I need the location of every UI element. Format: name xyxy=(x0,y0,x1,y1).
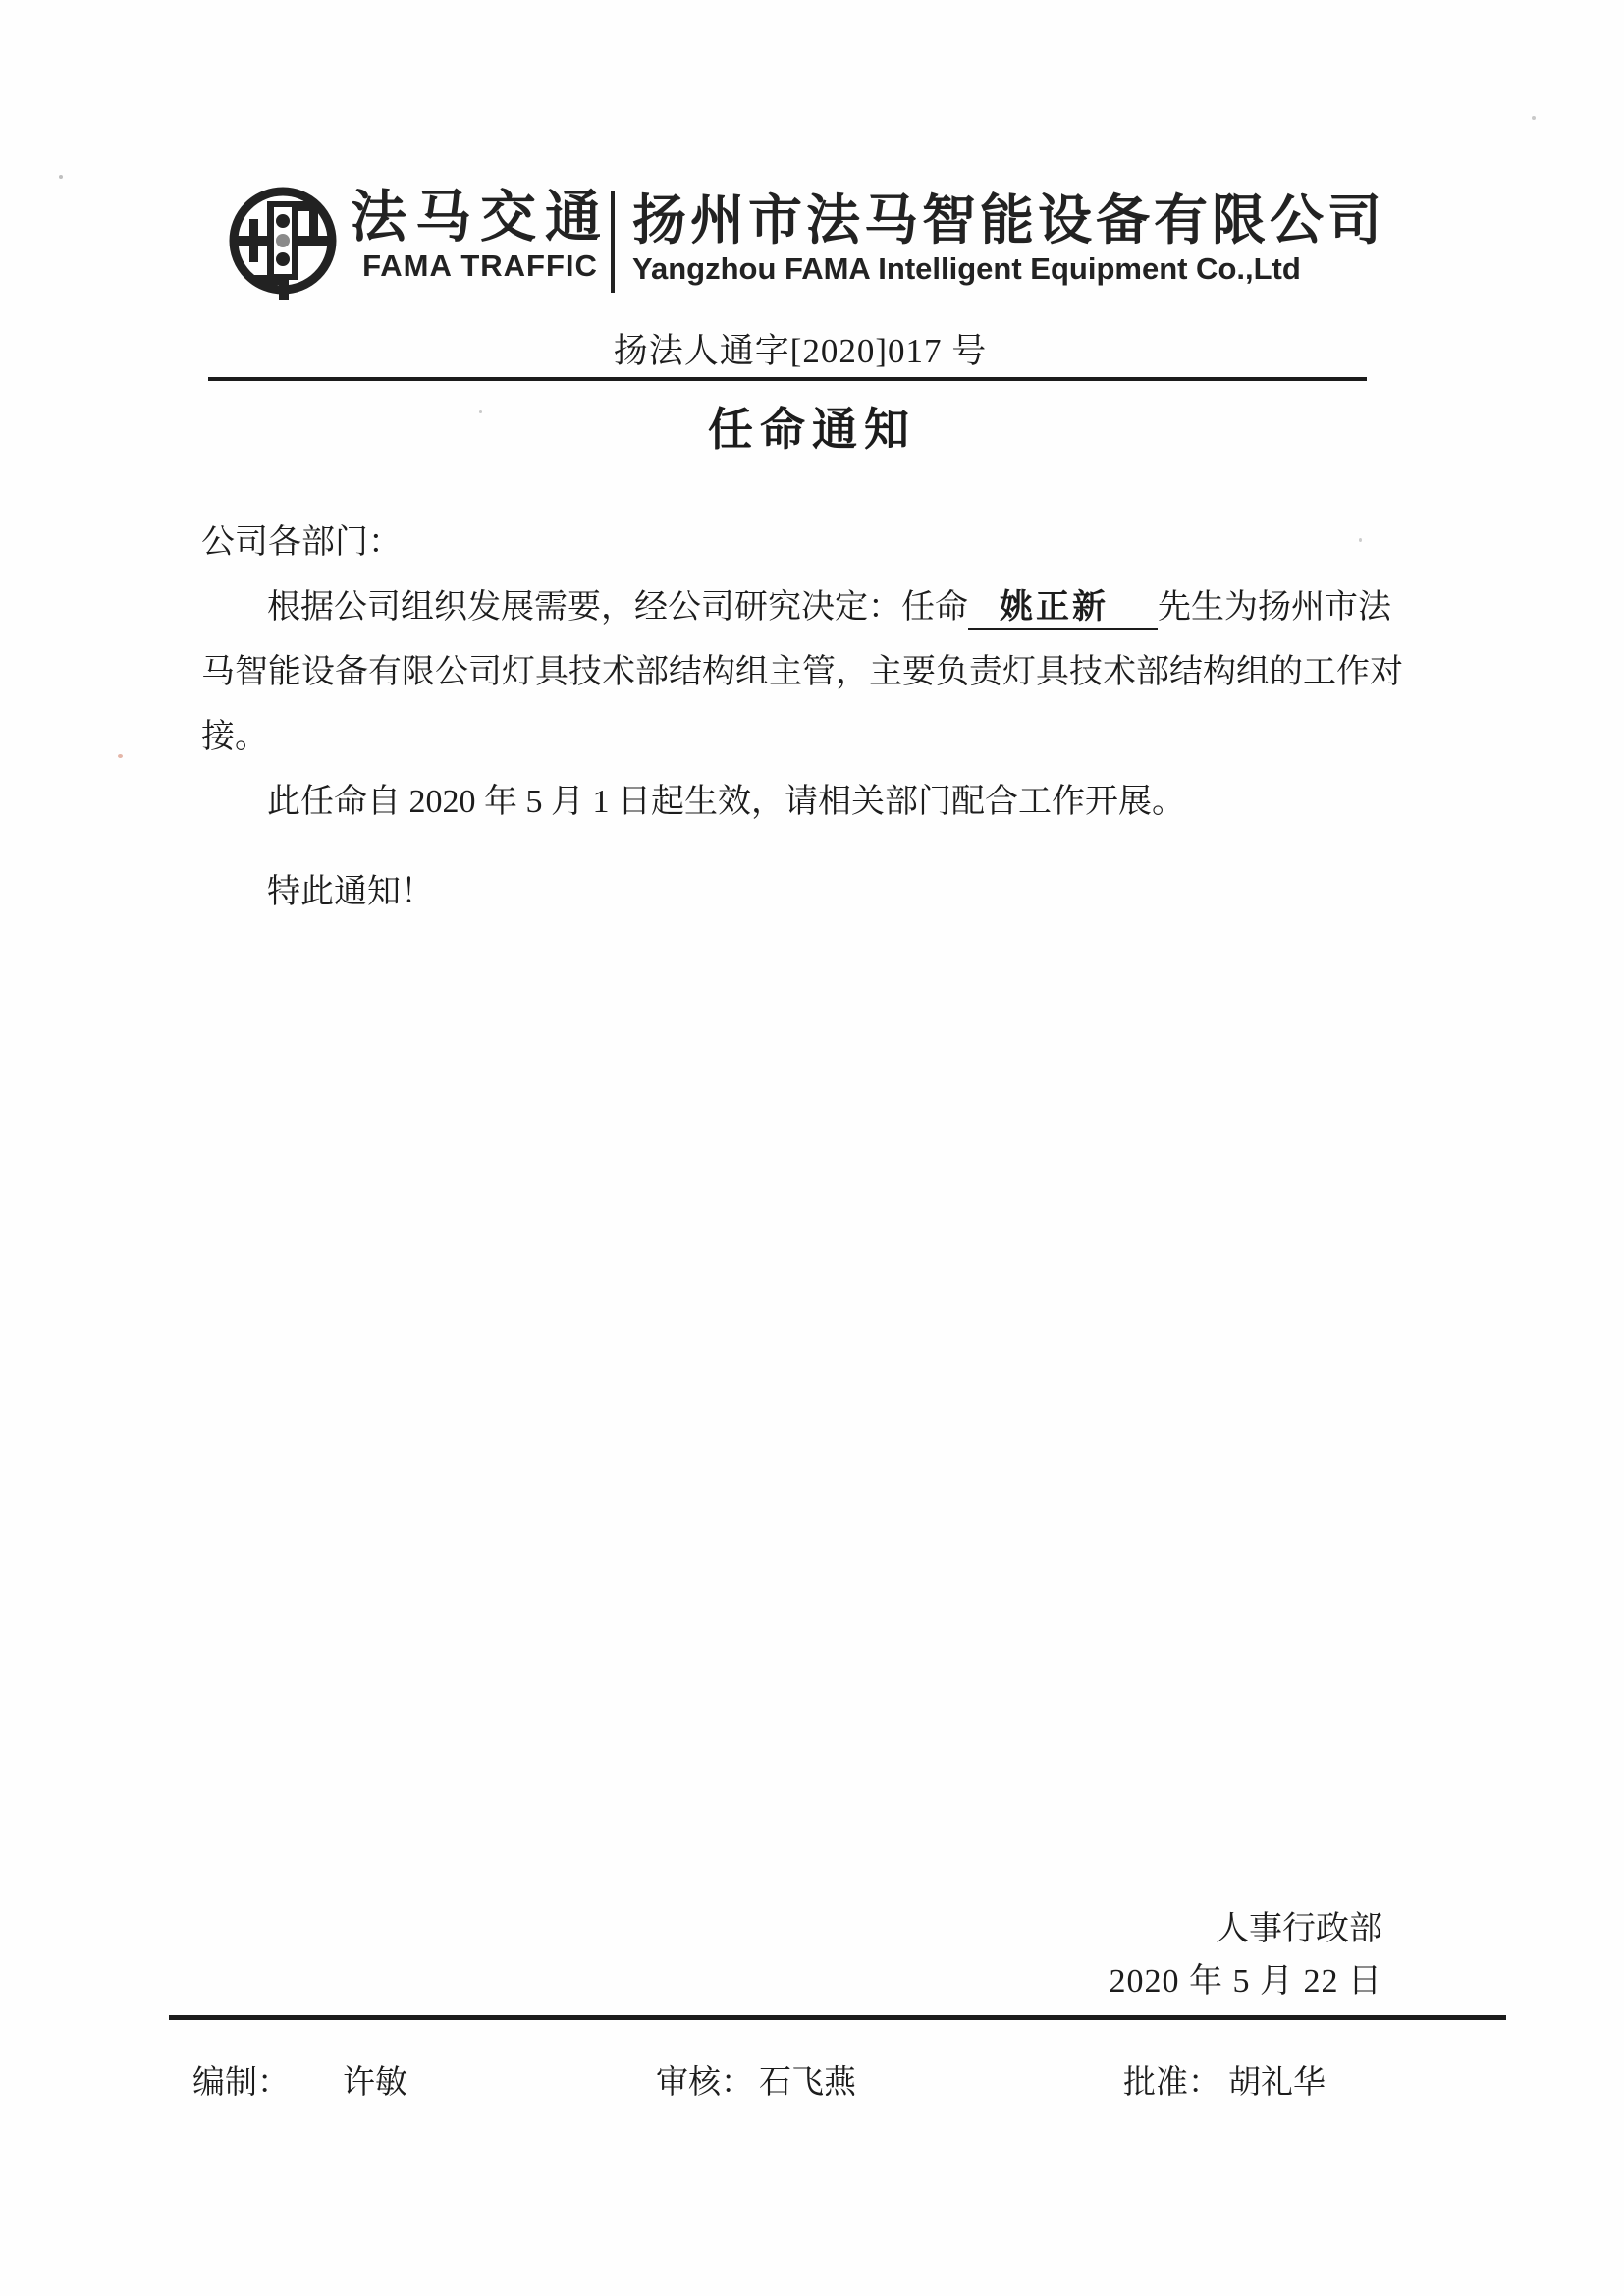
signature-block xyxy=(1110,1903,1383,2007)
approved-by-name: 胡礼华 xyxy=(1228,2065,1326,2101)
salutation: 公司各部门： xyxy=(201,524,402,561)
footer-approved xyxy=(1123,2060,1326,2105)
brand-name-english: FAMA TRAFFIC xyxy=(362,248,598,283)
brand-name-chinese: 法马交通 xyxy=(351,186,610,248)
approved-label: 批准： xyxy=(1123,2065,1220,2101)
appointee-name-underlined: 姚正新 xyxy=(968,589,1158,630)
paragraph-appointment-line1 xyxy=(201,575,1394,640)
letterhead-divider xyxy=(611,191,615,293)
scan-speck xyxy=(479,410,482,413)
prepared-label: 编制： xyxy=(192,2065,290,2101)
footer-reviewed xyxy=(656,2060,856,2105)
paragraph-effective-date: 此任命自 2020 年 5 月 1 日起生效，请相关部门配合工作开展。 xyxy=(267,784,1185,820)
prepared-by-name: 许敏 xyxy=(343,2065,407,2101)
scan-speck xyxy=(1359,538,1362,542)
paragraph-notice: 特此通知！ xyxy=(267,874,434,910)
footer-prepared xyxy=(192,2060,407,2105)
company-name-english: Yangzhou FAMA Intelligent Equipment Co.,Ltd xyxy=(632,251,1301,286)
letterhead xyxy=(0,0,1624,334)
footer-approval-row xyxy=(0,2060,1624,2109)
signature-date: 2020 年 5 月 22 日 xyxy=(1109,1963,1382,1999)
scan-speck xyxy=(118,754,123,758)
scan-speck xyxy=(59,175,63,179)
company-name-chinese: 扬州市法马智能设备有限公司 xyxy=(632,190,1386,250)
footer-rule xyxy=(169,2015,1506,2020)
scan-speck xyxy=(1532,116,1536,120)
document-number: 扬法人通字[2020]017 号 xyxy=(613,332,988,370)
company-block xyxy=(632,191,1385,286)
paragraph-text-prefix: 根据公司组织发展需要，经公司研究决定：任命 xyxy=(267,589,968,626)
signature-department: 人事行政部 xyxy=(1216,1911,1382,1947)
paragraph-appointment-line2: 马智能设备有限公司灯具技术部结构组主管，主要负责灯具技术部结构组的工作对 xyxy=(201,654,1403,690)
reviewed-label: 审核： xyxy=(656,2065,753,2101)
paragraph-appointment-line3: 接。 xyxy=(201,719,268,755)
fama-traffic-logo-icon xyxy=(224,181,342,304)
page-title: 任命通知 xyxy=(708,405,916,455)
reviewed-by-name: 石飞燕 xyxy=(759,2065,856,2101)
paragraph-text-suffix: 先生为扬州市法 xyxy=(1158,589,1391,626)
brand-block xyxy=(350,187,611,283)
header-rule xyxy=(208,377,1367,381)
document-body xyxy=(201,511,1403,925)
